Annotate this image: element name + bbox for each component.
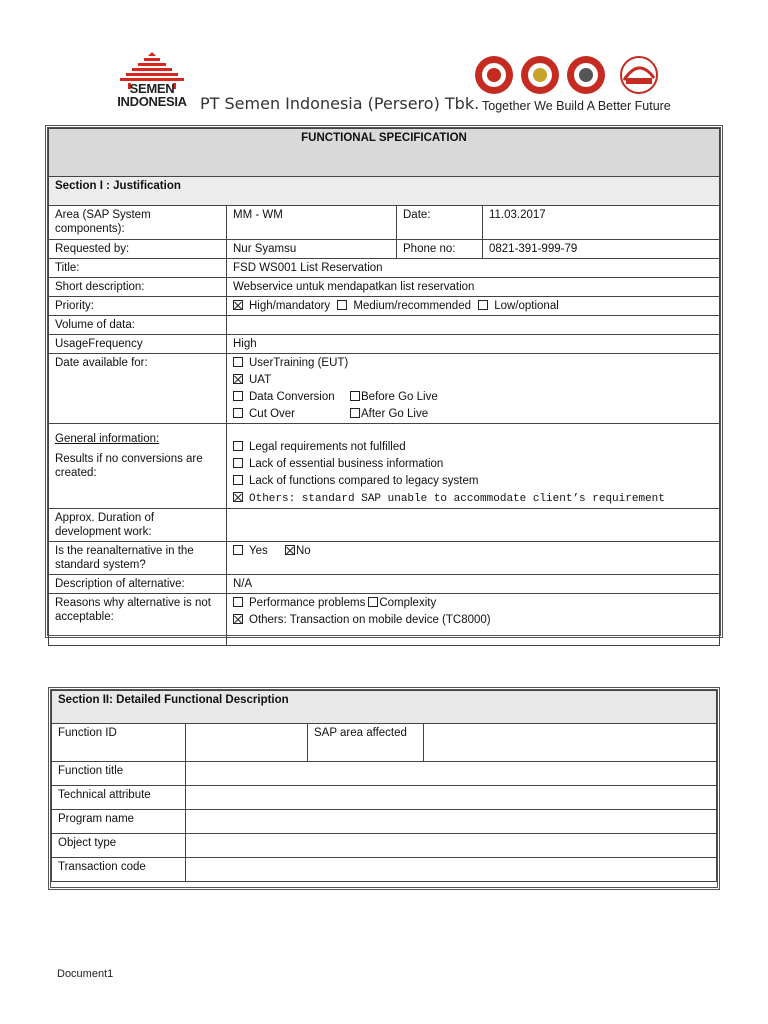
lack-functions-label: Lack of functions compared to legacy system bbox=[249, 475, 479, 487]
section-2-heading: Section II: Detailed Functional Description bbox=[52, 691, 717, 724]
program-name-label: Program name bbox=[52, 810, 186, 834]
priority-medium-label: Medium/recommended bbox=[353, 300, 471, 312]
area-label: Area (SAP System components): bbox=[49, 206, 227, 240]
alternative-row bbox=[49, 542, 720, 575]
functional-spec-form bbox=[45, 125, 723, 638]
program-name-value[interactable] bbox=[186, 810, 717, 834]
general-info-row bbox=[49, 424, 720, 509]
before-go-live-label: Before Go Live bbox=[361, 391, 438, 403]
priority-row bbox=[49, 297, 720, 316]
transaction-code-value[interactable] bbox=[186, 858, 717, 882]
seal-semen-padang-icon bbox=[475, 56, 513, 94]
tagline: Together We Build A Better Future bbox=[482, 99, 671, 113]
logo-wordmark bbox=[112, 82, 192, 108]
form-title: FUNCTIONAL SPECIFICATION bbox=[49, 129, 720, 177]
title-row bbox=[49, 129, 720, 177]
program-name-row bbox=[52, 810, 717, 834]
data-conversion-checkbox[interactable] bbox=[233, 391, 243, 401]
transaction-code-row bbox=[52, 858, 717, 882]
cut-over-checkbox[interactable] bbox=[233, 408, 243, 418]
general-info-cell bbox=[49, 424, 227, 509]
usage-label: UsageFrequency bbox=[49, 335, 227, 354]
priority-low-checkbox[interactable] bbox=[478, 300, 488, 310]
uat-checkbox[interactable] bbox=[233, 374, 243, 384]
requested-row bbox=[49, 240, 720, 259]
date-available-label: Date available for: bbox=[49, 354, 227, 424]
volume-label: Volume of data: bbox=[49, 316, 227, 335]
priority-label: Priority: bbox=[49, 297, 227, 316]
short-description-label: Short description: bbox=[49, 278, 227, 297]
lack-info-label: Lack of essential business information bbox=[249, 458, 444, 470]
object-type-value[interactable] bbox=[186, 834, 717, 858]
object-type-row bbox=[52, 834, 717, 858]
alternative-label: Is the reanalternative in the standard system? bbox=[49, 542, 227, 575]
function-title-row bbox=[52, 762, 717, 786]
document-header bbox=[0, 0, 768, 122]
volume-value bbox=[227, 316, 720, 335]
usertraining-label: UserTraining (EUT) bbox=[249, 357, 349, 369]
after-go-live-checkbox[interactable] bbox=[350, 408, 360, 418]
description-alt-row bbox=[49, 575, 720, 594]
title-value: FSD WS001 List Reservation bbox=[227, 259, 720, 278]
phone-label: Phone no: bbox=[397, 240, 483, 259]
sap-area-value[interactable] bbox=[424, 724, 717, 762]
seal-semen-tonasa-icon bbox=[567, 56, 605, 94]
data-conversion-label: Data Conversion bbox=[249, 391, 335, 403]
lack-functions-checkbox[interactable] bbox=[233, 475, 243, 485]
reasons-row bbox=[49, 594, 720, 646]
yes-label: Yes bbox=[249, 545, 268, 557]
lack-info-checkbox[interactable] bbox=[233, 458, 243, 468]
section-1-heading: Section I : Justification bbox=[49, 177, 720, 206]
no-checkbox[interactable] bbox=[285, 545, 295, 555]
others-checkbox[interactable] bbox=[233, 492, 243, 502]
object-type-label: Object type bbox=[52, 834, 186, 858]
function-id-row bbox=[52, 724, 717, 762]
function-id-label: Function ID bbox=[52, 724, 186, 762]
results-label: Results if no conversions are created: bbox=[55, 453, 203, 479]
requested-label: Requested by: bbox=[49, 240, 227, 259]
title-label: Title: bbox=[49, 259, 227, 278]
others-label: Others: standard SAP unable to accommodate client’s requirement bbox=[249, 493, 665, 505]
performance-label: Performance problems bbox=[249, 597, 366, 609]
priority-high-checkbox[interactable] bbox=[233, 300, 243, 310]
alternative-options bbox=[227, 542, 720, 575]
usertraining-checkbox[interactable] bbox=[233, 357, 243, 367]
before-go-live-checkbox[interactable] bbox=[350, 391, 360, 401]
reason-others-label: Others: Transaction on mobile device (TC8000) bbox=[249, 614, 491, 626]
duration-row bbox=[49, 509, 720, 542]
cut-over-label: Cut Over bbox=[249, 408, 296, 420]
short-description-value: Webservice untuk mendapatkan list reservation bbox=[227, 278, 720, 297]
title-field-row bbox=[49, 259, 720, 278]
company-name: PT Semen Indonesia (Persero) Tbk. bbox=[200, 94, 480, 113]
area-row bbox=[49, 206, 720, 240]
area-value: MM - WM bbox=[227, 206, 397, 240]
logo-word-semen: SEMEN bbox=[129, 81, 175, 96]
description-alt-label: Description of alternative: bbox=[49, 575, 227, 594]
phone-value: 0821-391-999-79 bbox=[483, 240, 720, 259]
function-title-label: Function title bbox=[52, 762, 186, 786]
reasons-label: Reasons why alternative is not acceptable: bbox=[49, 594, 227, 646]
technical-attribute-row bbox=[52, 786, 717, 810]
after-go-live-label: After Go Live bbox=[361, 408, 429, 420]
section-row bbox=[49, 177, 720, 206]
subsidiary-seals bbox=[474, 52, 664, 98]
priority-low-label: Low/optional bbox=[494, 300, 559, 312]
seal-thang-long-icon bbox=[621, 57, 657, 93]
date-available-options bbox=[227, 354, 720, 424]
short-description-row bbox=[49, 278, 720, 297]
function-title-value[interactable] bbox=[186, 762, 717, 786]
requested-value: Nur Syamsu bbox=[227, 240, 397, 259]
performance-checkbox[interactable] bbox=[233, 597, 243, 607]
duration-label: Approx. Duration of development work: bbox=[49, 509, 227, 542]
no-label: No bbox=[296, 545, 311, 557]
complexity-label: Complexity bbox=[379, 597, 437, 609]
legal-requirements-checkbox[interactable] bbox=[233, 441, 243, 451]
priority-medium-checkbox[interactable] bbox=[337, 300, 347, 310]
section-2-row bbox=[52, 691, 717, 724]
usage-value: High bbox=[227, 335, 720, 354]
sap-area-label: SAP area affected bbox=[308, 724, 424, 762]
results-options bbox=[227, 424, 720, 509]
date-value: 11.03.2017 bbox=[483, 206, 720, 240]
description-alt-value: N/A bbox=[227, 575, 720, 594]
functional-description-table bbox=[51, 690, 717, 882]
usage-row bbox=[49, 335, 720, 354]
complexity-checkbox[interactable] bbox=[368, 597, 378, 607]
transaction-code-label: Transaction code bbox=[52, 858, 186, 882]
logo-word-indonesia: INDONESIA bbox=[117, 94, 187, 109]
technical-attribute-label: Technical attribute bbox=[52, 786, 186, 810]
reason-others-checkbox[interactable] bbox=[233, 614, 243, 624]
priority-high-label: High/mandatory bbox=[249, 300, 331, 312]
document-footer: Document1 bbox=[57, 968, 114, 980]
function-id-value[interactable] bbox=[186, 724, 308, 762]
justification-table bbox=[48, 128, 720, 646]
yes-checkbox[interactable] bbox=[233, 545, 243, 555]
date-label: Date: bbox=[397, 206, 483, 240]
seal-semen-gresik-icon bbox=[521, 56, 559, 94]
priority-options bbox=[227, 297, 720, 316]
date-available-row bbox=[49, 354, 720, 424]
technical-attribute-value[interactable] bbox=[186, 786, 717, 810]
reasons-options bbox=[227, 594, 720, 646]
general-info-label: General information: bbox=[55, 433, 160, 445]
functional-description-form bbox=[48, 687, 720, 890]
legal-requirements-label: Legal requirements not fulfilled bbox=[249, 441, 406, 453]
volume-row bbox=[49, 316, 720, 335]
duration-value bbox=[227, 509, 720, 542]
uat-label: UAT bbox=[249, 374, 272, 386]
